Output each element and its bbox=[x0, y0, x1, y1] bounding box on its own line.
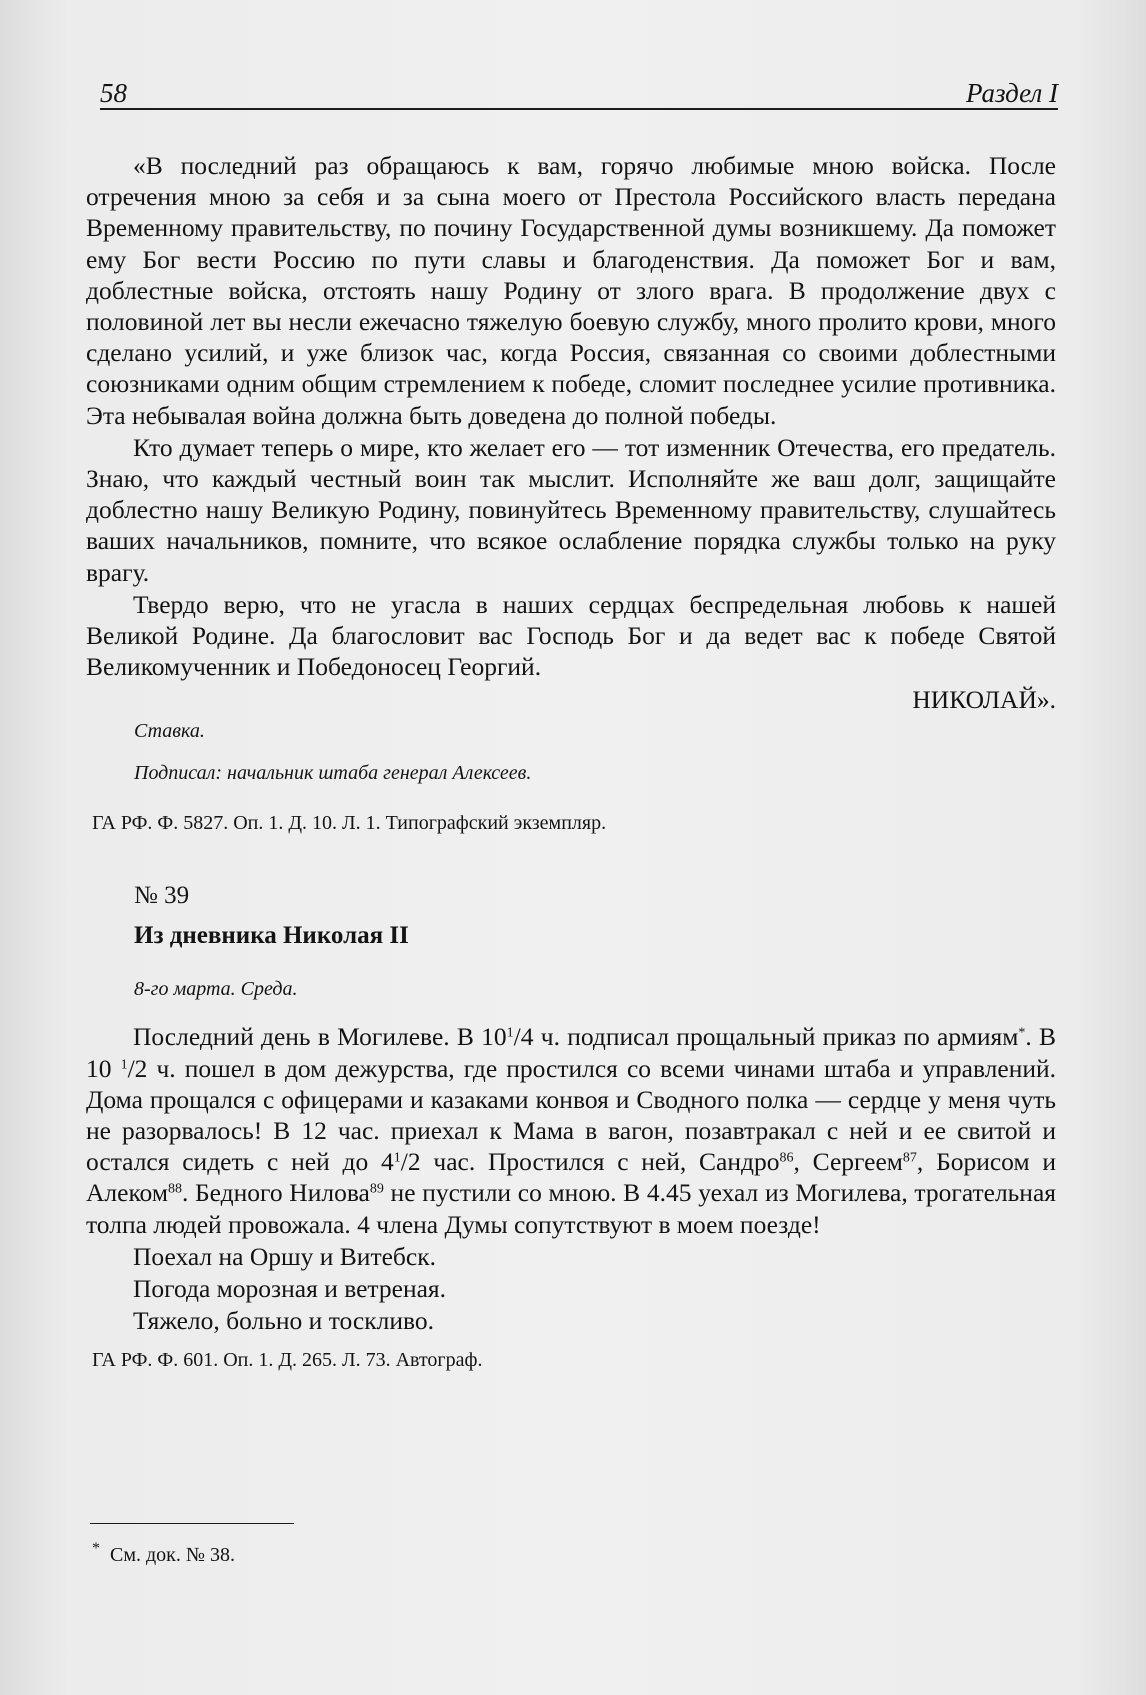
diary-entry bbox=[86, 1021, 1056, 1336]
diary-source: ГА РФ. Ф. 601. Оп. 1. Д. 265. Л. 73. Автограф. bbox=[92, 1349, 483, 1372]
section-title: Раздел I bbox=[966, 78, 1058, 108]
diary-text: не пустили со мною. В 4.45 уехал из Могилева, трогательная толпа людей провожала. 4 члена Думы сопутствуют в моем поезде! bbox=[86, 1178, 1056, 1239]
diary-text: ч. подписал прощальный приказ по армиям bbox=[533, 1022, 1019, 1052]
footnote bbox=[92, 1536, 235, 1568]
footnote-mark: * bbox=[92, 1540, 100, 1557]
footnote-ref: * bbox=[1018, 1026, 1026, 1042]
fraction-denominator: /4 bbox=[513, 1022, 534, 1052]
fraction-denominator: /2 bbox=[127, 1053, 148, 1083]
diary-paragraph: Погода морозная и ветреная. bbox=[133, 1274, 447, 1304]
diary-paragraph: Тяжело, больно и тоскливо. bbox=[133, 1306, 434, 1336]
letter-paragraph: Твердо верю, что не угасла в наших сердцах беспредельная любовь к нашей Великой Родине. Да благословит вас Господь Бог и да ведет вас к победе Святой Великомученник и Победоносец Георгий. bbox=[86, 589, 1056, 682]
diary-text: час. Простился с ней, Сандро bbox=[420, 1147, 780, 1177]
letter-source: ГА РФ. Ф. 5827. Оп. 1. Д. 10. Л. 1. Типографский экземпляр. bbox=[92, 812, 607, 835]
footnote-divider bbox=[90, 1523, 294, 1524]
letter-signature: НИКОЛАЙ». bbox=[912, 685, 1056, 715]
diary-text: Последний день в Могилеве. В 10 bbox=[133, 1022, 507, 1052]
document-number: № 39 bbox=[134, 882, 190, 910]
diary-text: , Борисом и Алеком bbox=[86, 1147, 1056, 1208]
page-header bbox=[100, 78, 1058, 110]
diary-text: ч. пошел в дом дежурства, где простился со всеми чинами штаба и управлений. Дома прощался с офицерами и казаками конвоя и Сводного полка — сердце у меня чуть не разорвалось! В 12 час. приехал к Мама в вагон, позавтракал с ней и ее свитой и остался сидеть с ней до 4 bbox=[86, 1053, 1057, 1177]
page-number: 58 bbox=[100, 78, 127, 108]
fraction-numerator: 1 bbox=[393, 1150, 401, 1166]
fraction-numerator: 1 bbox=[120, 1057, 128, 1073]
endnote-ref: 86 bbox=[779, 1150, 794, 1166]
fraction-denominator: /2 bbox=[400, 1147, 421, 1177]
letter-place: Ставка. bbox=[134, 720, 205, 743]
page-body bbox=[86, 150, 1056, 1374]
diary-paragraph bbox=[86, 1021, 1056, 1239]
footnote-text: См. док. № 38. bbox=[110, 1544, 235, 1566]
diary-text: . Бедного Нилова bbox=[181, 1178, 370, 1208]
diary-date: 8-го марта. Среда. bbox=[134, 978, 298, 1001]
endnote-ref: 89 bbox=[369, 1182, 384, 1198]
diary-text: . В 10 bbox=[86, 1022, 1056, 1083]
diary-text: , Сергеем bbox=[793, 1147, 903, 1177]
document-title: Из дневника Николая II bbox=[134, 922, 409, 950]
endnote-ref: 88 bbox=[167, 1182, 182, 1198]
letter-paragraph: Кто думает теперь о мире, кто желает его — тот изменник Отечества, его предатель. Знаю, что каждый честный воин так мыслит. Исполняйте же ваш долг, защищайте доблестно нашу Великую Родину, повинуйтесь Временному правительству, слушайтесь ваших начальников, помните, что всякое ослабление порядка службы только на руку врагу. bbox=[86, 432, 1056, 587]
diary-paragraph: Поехал на Оршу и Витебск. bbox=[133, 1241, 436, 1271]
letter-paragraph: «В последний раз обращаюсь к вам, горячо любимые мною войска. После отречения мною за себя и за сына моего от Престола Российского власть передана Временному правительству, по почину Государственной думы возникшему. Да поможет ему Бог вести Россию по пути славы и благоденствия. Да поможет Бог и вам, доблестные войска, отстоять нашу Родину от злого врага. В продолжение двух с половиной лет вы несли ежечасно тяжелую боевую службу, много пролито крови, много сделано усилий, и уже близок час, когда Россия, связанная со своими доблестными союзниками одним общим стремлением к победе, сломит последнее усилие противника. Эта небывалая война должна быть доведена до полной победы. bbox=[86, 151, 1056, 430]
endnote-ref: 87 bbox=[902, 1150, 917, 1166]
letter-signed-by: Подписал: начальник штаба генерал Алексеев. bbox=[134, 762, 532, 785]
fraction-numerator: 1 bbox=[506, 1026, 514, 1042]
